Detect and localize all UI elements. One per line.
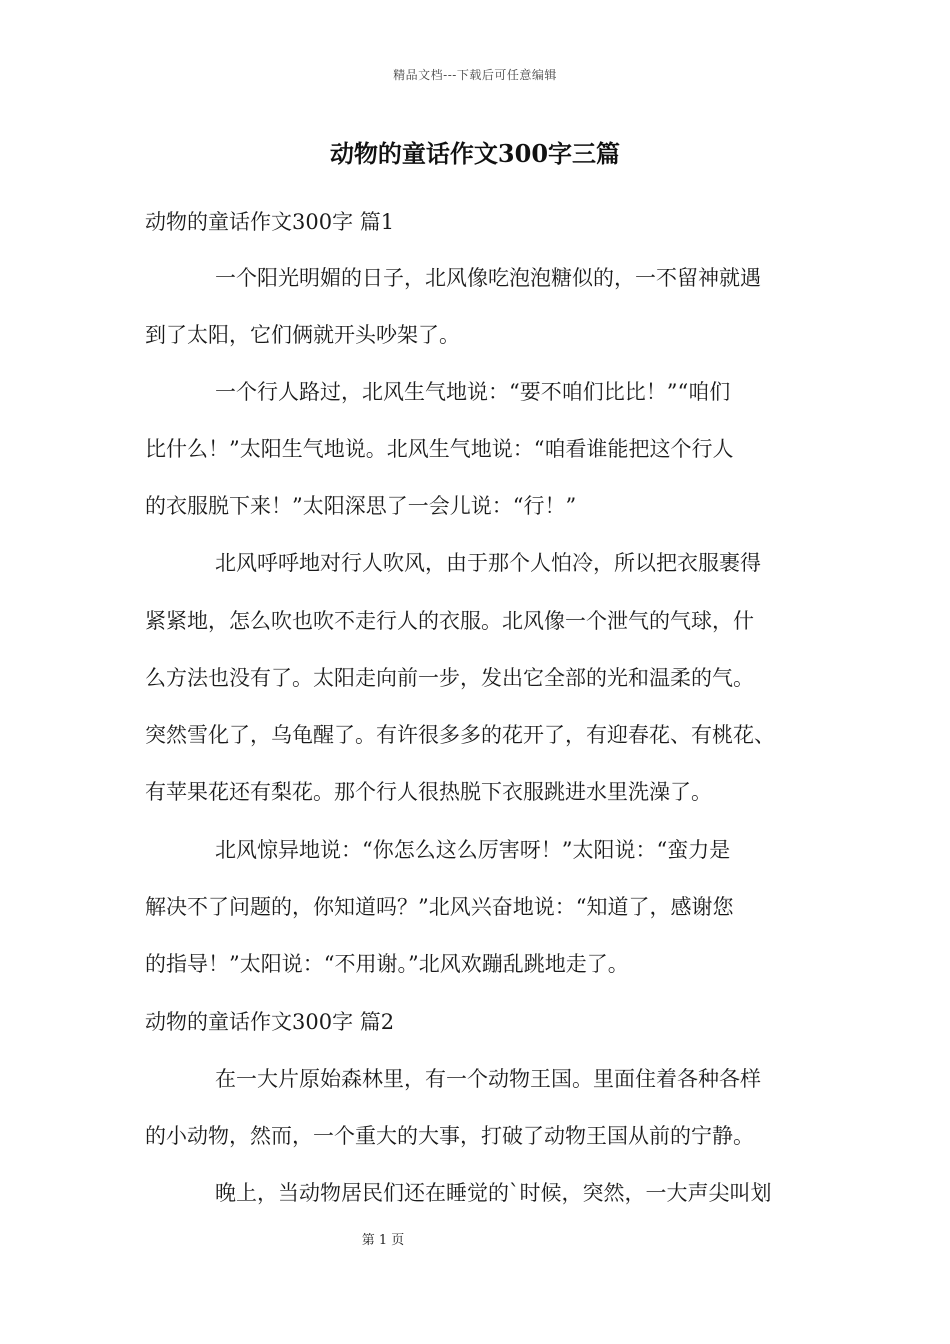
paragraph-line: 比什么！”太阳生气地说。北风生气地说：“咱看谁能把这个行人: [145, 437, 734, 461]
paragraph-line: 的指导！”太阳说：“不用谢。”北风欢蹦乱跳地走了。: [145, 952, 629, 976]
paragraph-line: 有苹果花还有梨花。那个行人很热脱下衣服跳进水里洗澡了。: [145, 780, 712, 804]
paragraph-line: 北风呼呼地对行人吹风，由于那个人怕冷，所以把衣服裹得: [215, 551, 761, 575]
paragraph-line: 的小动物，然而，一个重大的大事，打破了动物王国从前的宁静。: [145, 1124, 754, 1148]
paragraph-line: 么方法也没有了。太阳走向前一步，发出它全部的光和温柔的气。: [145, 666, 754, 690]
document-title: 动物的童话作文300字三篇: [329, 139, 621, 168]
section-heading-2: 动物的童话作文300字 篇2: [145, 1010, 395, 1034]
paragraph-line: 紧紧地，怎么吹也吹不走行人的衣服。北风像一个泄气的气球，什: [145, 609, 754, 633]
paragraph-line: 到了太阳，它们俩就开头吵架了。: [145, 323, 460, 347]
paragraph-line: 晚上，当动物居民们还在睡觉的`时候，突然，一大声尖叫划: [215, 1181, 772, 1205]
paragraph-line: 一个阳光明媚的日子，北风像吃泡泡糖似的，一不留神就遇: [215, 266, 761, 290]
paragraph-line: 的衣服脱下来！”太阳深思了一会儿说：“行！”: [145, 494, 577, 518]
paragraph-line: 北风惊异地说：“你怎么这么厉害呀！”太阳说：“蛮力是: [215, 838, 731, 862]
paragraph-line: 一个行人路过，北风生气地说：“要不咱们比比！”“咱们: [215, 380, 731, 404]
page-number: 第 1 页: [361, 1233, 405, 1248]
page-header: 精品文档---下载后可任意编辑: [393, 68, 557, 82]
paragraph-line: 突然雪化了，乌龟醒了。有许很多多的花开了，有迎春花、有桃花、: [145, 723, 775, 747]
section-heading-1: 动物的童话作文300字 篇1: [145, 210, 395, 234]
paragraph-line: 在一大片原始森林里，有一个动物王国。里面住着各种各样: [215, 1067, 761, 1091]
paragraph-line: 解决不了问题的，你知道吗？”北风兴奋地说：“知道了，感谢您: [145, 895, 734, 919]
